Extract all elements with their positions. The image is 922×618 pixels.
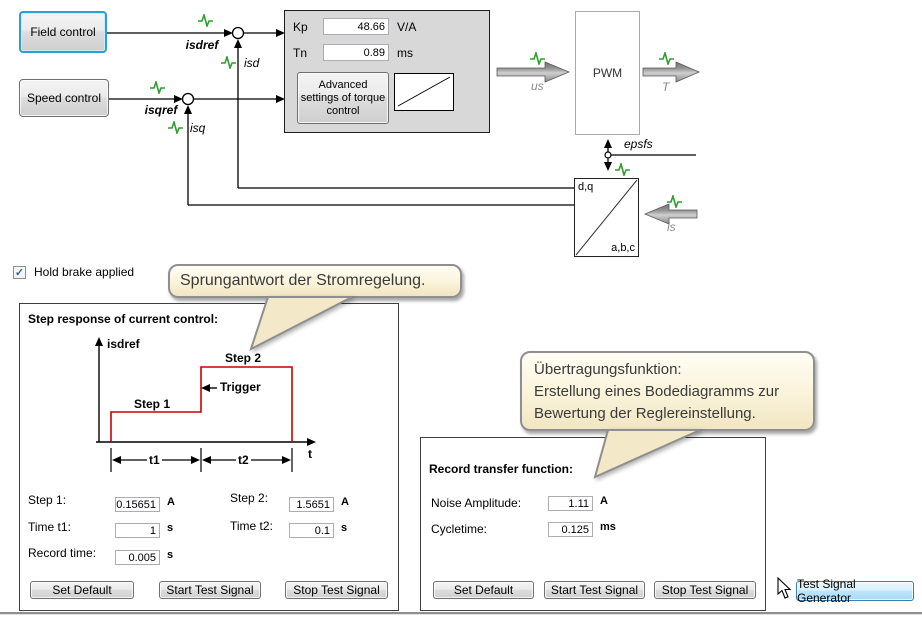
record-time-label: Record time:: [28, 546, 97, 560]
wire-label-us: us: [531, 79, 544, 93]
pwm-block: PWM: [575, 11, 640, 135]
transfer-panel-title: Record transfer function:: [429, 462, 574, 476]
bottom-separator: [0, 612, 922, 614]
transfer-start-test-signal-button[interactable]: Start Test Signal: [544, 581, 645, 599]
step2-label: Step 2:: [230, 491, 269, 505]
wire-label-is: is: [667, 220, 676, 234]
step1-label: Step 1:: [28, 493, 67, 507]
kp-input[interactable]: [323, 18, 389, 35]
step1-input[interactable]: [115, 497, 160, 512]
transfer-stop-test-signal-button[interactable]: Stop Test Signal: [654, 581, 756, 599]
time-t2-label: Time t2:: [230, 519, 273, 533]
step2-input[interactable]: [289, 497, 334, 512]
graph-trigger-label: Trigger: [220, 380, 261, 394]
transform-top-label: d,q: [578, 181, 594, 193]
wire-label-isq: isq: [190, 121, 206, 135]
dq-abc-transform-block: [574, 178, 639, 257]
step1-unit: A: [167, 496, 175, 508]
probe-isdref-icon: [197, 14, 214, 27]
hold-brake-checkbox[interactable]: [13, 266, 26, 279]
probe-isq-icon: [167, 121, 184, 134]
graph-step1-label: Step 1: [134, 397, 171, 411]
time-t1-input[interactable]: [115, 523, 160, 538]
probe-isqref-icon: [149, 81, 166, 94]
tn-input[interactable]: [323, 44, 389, 61]
cycletime-input[interactable]: [548, 522, 593, 537]
wire-label-isdref: isdref: [185, 38, 219, 52]
mouse-cursor-icon: [777, 577, 792, 600]
step-start-test-signal-button[interactable]: Start Test Signal: [159, 581, 261, 599]
record-time-unit: s: [167, 549, 174, 561]
time-t1-label: Time t1:: [28, 520, 71, 534]
time-t1-unit: s: [167, 522, 174, 534]
noise-amplitude-label: Noise Amplitude:: [431, 496, 522, 510]
noise-amplitude-unit: A: [600, 495, 608, 507]
hold-brake-label: Hold brake applied: [34, 265, 135, 279]
cycletime-label: Cycletime:: [431, 522, 488, 536]
wire-label-epsfs: epsfs: [624, 137, 653, 151]
wire-label-isd: isd: [244, 56, 260, 70]
graph-y-axis-label: isdref: [107, 337, 140, 351]
tn-label: Tn: [293, 46, 308, 60]
step-response-tooltip-tail: [236, 296, 366, 354]
step-panel-title: Step response of current control:: [28, 312, 219, 326]
current-controller-box: [284, 10, 490, 133]
transfer-set-default-button[interactable]: Set Default: [433, 581, 534, 599]
transfer-function-tooltip-tail: [578, 429, 710, 481]
probe-is-icon: [666, 195, 683, 208]
transfer-function-tooltip: [520, 351, 815, 431]
step-stop-test-signal-button[interactable]: Stop Test Signal: [285, 581, 388, 599]
test-signal-generator-button[interactable]: Test Signal Generator: [796, 581, 914, 601]
step-response-tooltip: [168, 264, 462, 298]
graph-x-axis-label: t: [308, 447, 312, 461]
advanced-settings-button[interactable]: Advanced settings of torque control: [297, 72, 389, 124]
step2-unit: A: [341, 496, 349, 508]
kp-label: Kp: [293, 20, 308, 34]
record-time-input[interactable]: [115, 550, 160, 565]
speed-control-button[interactable]: Speed control: [19, 79, 109, 117]
noise-amplitude-input[interactable]: [548, 496, 593, 511]
wire-label-isqref: isqref: [144, 103, 178, 117]
transfer-tooltip-line1: Übertragungsfunktion:: [534, 361, 682, 378]
transfer-tooltip-line2: Erstellung eines Bodediagramms zur: [534, 383, 780, 400]
step-set-default-button[interactable]: Set Default: [30, 581, 134, 599]
probe-epsfs-icon: [614, 163, 631, 176]
kp-unit: V/A: [397, 20, 417, 34]
transform-bottom-label: a,b,c: [611, 242, 635, 254]
field-control-button[interactable]: Field control: [19, 11, 107, 53]
ramp-icon: [394, 73, 454, 111]
time-t2-input[interactable]: [289, 523, 334, 538]
transfer-tooltip-line3: Bewertung der Reglereinstellung.: [534, 405, 756, 422]
cycletime-unit: ms: [600, 521, 616, 533]
graph-t1-label: t1: [149, 453, 160, 467]
time-t2-unit: s: [341, 522, 348, 534]
step-response-tooltip-text: Sprungantwort der Stromregelung.: [180, 272, 426, 289]
check-icon: ✓: [14, 267, 25, 279]
tn-unit: ms: [397, 46, 413, 60]
probe-us-icon: [529, 52, 546, 65]
graph-step2-label: Step 2: [225, 351, 262, 365]
probe-isd-icon: [220, 56, 237, 69]
wire-label-torque: T: [662, 80, 670, 94]
graph-t2-label: t2: [238, 453, 249, 467]
probe-torque-icon: [658, 52, 675, 65]
